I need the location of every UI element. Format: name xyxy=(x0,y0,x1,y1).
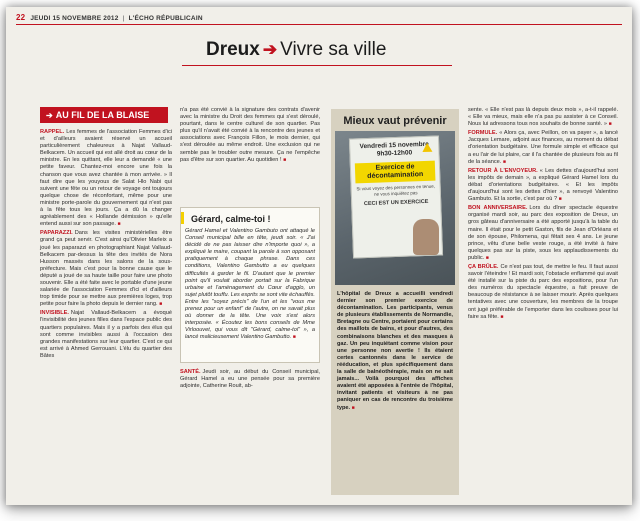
brief-rappel xyxy=(40,129,172,228)
brief-text: Les femmes de l'association Femmes d'ici et d'ailleurs avaient réservé un accueil particulièrement chaleureux à Najat Vallaud-Belkacem. Un accueil qui est allé droit au cœur de la ministre. En les quittant, elle leur a demandé « une petite faveur. Chantez-moi encore une fois la chanson que vous avez chantée à mon arrivée. » Il faut dire que les youyous de Salat Hlo Nabi qui suivent une fête ou un retour de voyage ont toujours quelque chose de réconfortant, même pour une ministre porte-parole du gouvernement qui n'est pas à la fête tous les jours. Ça a dû la changer agréablement des « Hollande démission » qu'elle entend aussi sur son passage. xyxy=(40,129,172,228)
end-mark-icon: ■ xyxy=(159,301,163,308)
brief-text: « Alors ça, avec Peillon, on va payer », a lancé Jacques Lemare, adjoint aux finances, au moment du débat d'orientation budgétaire. Une formule simple et efficace qui a eu l'air de lui plaire, car il l'a chantée de plusieurs fois au fil de la séance. xyxy=(468,130,618,165)
photo-feature xyxy=(331,109,459,495)
brief-lead: ÇA BRÛLE. xyxy=(468,263,499,270)
arrow-right-icon: ➔ xyxy=(46,111,53,120)
brief-lead: BON ANNIVERSAIRE. xyxy=(468,205,528,212)
heading-rule xyxy=(182,65,452,66)
brief-text: « Les dettes d'aujourd'hui sont les impôts de demain », a expliqué Gérard Hamel lors du débat d'orientations budgétaires. « Et les impôts d'aujourd'hui sont les dettes d'hier », a renvoyé Valentino Gambuto. Et la sortie, c'est par où ? xyxy=(468,167,618,203)
brief-text: Jeudi soir, au début du Conseil municipal, Gérard Hamel a eu une pensée pour sa première adjointe, Catherine Rouit, ab- xyxy=(180,369,320,390)
box-text: Gérard Hamel et Valentino Gambuto ont attaqué le Conseil municipal bille en tête, jeudi soir. « J'ai décidé de ne pas laisser dire n'importe quoi », a expliqué le maire, coupant la parole à son opposant pratiquement à chaque phrase. Dans ces conditions, Valentino Gambutto a eu quelques difficultés à garder le fil. D'autant que le premier point qu'il voulait aborder portait sur la Fabrique urbaine et l'aménagement du Cœur d'agglo, un sujet plutôt touffu. Les esprits se sont vite échauffés. Entre les "soyez précis" de l'un et les "vous me prenez pour un enfant" de l'autre, on ne savait plus où donner de la tête. Une voix s'est alors interposée. « Écoutez les bons conseils de Mme Virloouvet, qui vous dit "Gérard, calme-toi" », a lancé malicieusement Valentino Gambutto. xyxy=(185,228,315,341)
feature-caption: L'hôpital de Dreux a accueilli vendredi dernier son premier exercice de décontamination. Les participants, venus de plusieurs établissements de Normandie, Bretagne ou Centre, portaient pour certains des maillots de bains, et pour d'autres, des combinaisons blanches et des masques à gaz. Un peu inquiétant comme vision pour une personne non avertie ! Ils étaient certes cantonnés dans le service de rééducation, et plus spécifiquement dans la salle de balnéothérapie, mais on ne sait jamais... Voilà pourquoi des affiches avaient été apposées à l'entrée de l'hôpital, invitant patients et visiteurs à ne pas paniquer en cas de rencontre du troisième type. ■ xyxy=(337,291,453,411)
column-2-bottom xyxy=(180,369,320,392)
brief-text: Lors du dîner spectacle équestre organisé mardi soir, au parc des exposition de Dreux, un gros gâteau d'anniversaire a été apporté jusqu'à la table du maire. Il était pour le petit Gaston, fils de Jean d'Orléans et de son épouse, Philomena, qui fêtait ses 4 ans. Le jeune prince, vêtu d'une belle veste rouge, a été invité à faire quelques pas sur la piste, sous les applaudissements du public. xyxy=(468,205,618,261)
brief-continuation: n'a pas été convié à la signature des contrats d'avenir avec la ministre du Droit des femmes qui s'est déroulé, pourtant, dans le centre culturel de son quartier. Pas plus qu'il n'avait été convié à la rencontre des jeunes et associations avec François Fillon, le mois dernier, qui s'est déroulée au même endroit. Une exclusion qui ne semble pas le troubler outre mesure. Ça ne l'empêche pas d'être sur son quartier. Au quotidien ! ■ xyxy=(180,107,320,163)
end-mark-icon: ■ xyxy=(500,313,504,320)
end-mark-icon: ■ xyxy=(283,156,287,163)
column-4 xyxy=(468,107,618,323)
notice-foot: CECI EST UN EXERCICE xyxy=(363,198,429,208)
end-mark-icon: ■ xyxy=(502,158,506,165)
photo-notice xyxy=(335,131,455,285)
banner-label: AU FIL DE LA BLAISE xyxy=(55,110,150,120)
section-title: Dreux xyxy=(206,39,260,60)
column-2-top xyxy=(180,107,320,166)
brief-lead: PAPARAZZI. xyxy=(40,230,73,237)
brief-text: Najat Vallaud-Belkacem a évoqué l'invisibilité des jeunes filles dans l'espace public des quartiers populaires. Mais il y a parfois des élus qui sont comme invisibles aussi à l'occasion des grandes manifestations sur leur quartier. C'est ce qui est arrivé à Ahmed Gerrouani. L'élu du quartier des Bâtes xyxy=(40,310,172,359)
column-1 xyxy=(40,129,172,362)
box-body xyxy=(185,228,315,342)
brief-lead: INVISIBLE. xyxy=(40,310,69,317)
notice-time: 9h30-12h00 xyxy=(376,149,413,158)
brief-anniversaire xyxy=(468,205,618,262)
brief-lead: SANTÉ. xyxy=(180,369,201,375)
section-heading xyxy=(206,39,386,61)
box-title: Gérard, calme-toi ! xyxy=(191,214,271,224)
notice-strip: Exercice de décontamination xyxy=(355,161,436,184)
brief-formule xyxy=(468,130,618,165)
column-banner xyxy=(40,107,168,123)
brief-continuation-4: sente. « Elle n'est pas là depuis deux mois », a-t-il rappelé. « Elle va mieux, mais elle n'a pas pu assister à ce Conseil. Nous lui adressons tous nos souhaits de bonne santé. » ■ xyxy=(468,107,618,128)
notice-date: Vendredi 15 novembre xyxy=(359,140,429,151)
feature-title: Mieux vaut prévenir xyxy=(343,115,447,127)
folio-separator: | xyxy=(122,15,125,22)
boxed-article xyxy=(180,207,320,363)
end-mark-icon: ■ xyxy=(351,404,355,411)
folio-date: JEUDI 15 NOVEMBRE 2012 xyxy=(30,15,119,22)
end-mark-icon: ■ xyxy=(117,221,121,228)
notice-small: Si vous voyez des personnes en tenue, ne vous inquiétez pas xyxy=(356,183,436,197)
folio xyxy=(16,13,622,25)
page-number: 22 xyxy=(16,13,26,22)
folio-paper: L'ÉCHO RÉPUBLICAIN xyxy=(128,15,203,22)
brief-invisible xyxy=(40,310,172,360)
brief-lead: RETOUR À L'ENVOYEUR. xyxy=(468,167,538,174)
brief-sante xyxy=(180,369,320,390)
arrow-right-icon: ➔ xyxy=(262,40,278,59)
brief-lead: RAPPEL. xyxy=(40,129,65,135)
hazard-icon xyxy=(422,143,432,152)
brief-retour xyxy=(468,168,618,203)
brief-lead: FORMULE. xyxy=(468,130,498,137)
newspaper-page xyxy=(6,7,632,505)
brief-paparazzi xyxy=(40,230,172,308)
end-mark-icon: ■ xyxy=(558,196,562,203)
section-subtitle: Vivre sa ville xyxy=(280,39,387,60)
brief-text: Ce n'est pas tout, de mettre le feu. Il faut aussi savoir l'éteindre ! Et mardi soir, l'obstacle enflammé qui avait été installé sur la piste du parc des expositions, pour l'un des numéros du spectacle équestre, a fait preuve de beaucoup de résistance à se laisser mourir. Après quelques tentatives avec une couverture, les membres de la troupe ont jugé préférable de l'emporter dans les coulisses pour lui faire sa fête. xyxy=(468,263,618,320)
end-mark-icon: ■ xyxy=(608,121,612,128)
end-mark-icon: ■ xyxy=(485,254,489,261)
end-mark-icon: ■ xyxy=(292,334,296,341)
highlight-bar xyxy=(181,212,184,224)
brief-text: Dans les visites ministérielles être grand ça peut servir. C'est ainsi qu'Olivier Marleix a joué les paparazzi en photographiant Najat Vallaud-Belkacem par-dessus la tête des invités de Nora Husson massés dans les salons de la sous-préfecture. Mais c'est pour la bonne cause que le député a joué de sa haute taille pour faire une photo souvenir. Elle a été faite avec le portable d'une jeune salariée de l'association Femmes d'ici et d'ailleurs trop timide pour se mettre aux premières loges, trop petite pour faire la photo depuis le dernier rang. xyxy=(40,230,172,308)
brief-ca-brule xyxy=(468,264,618,321)
hand-shape xyxy=(413,219,439,255)
